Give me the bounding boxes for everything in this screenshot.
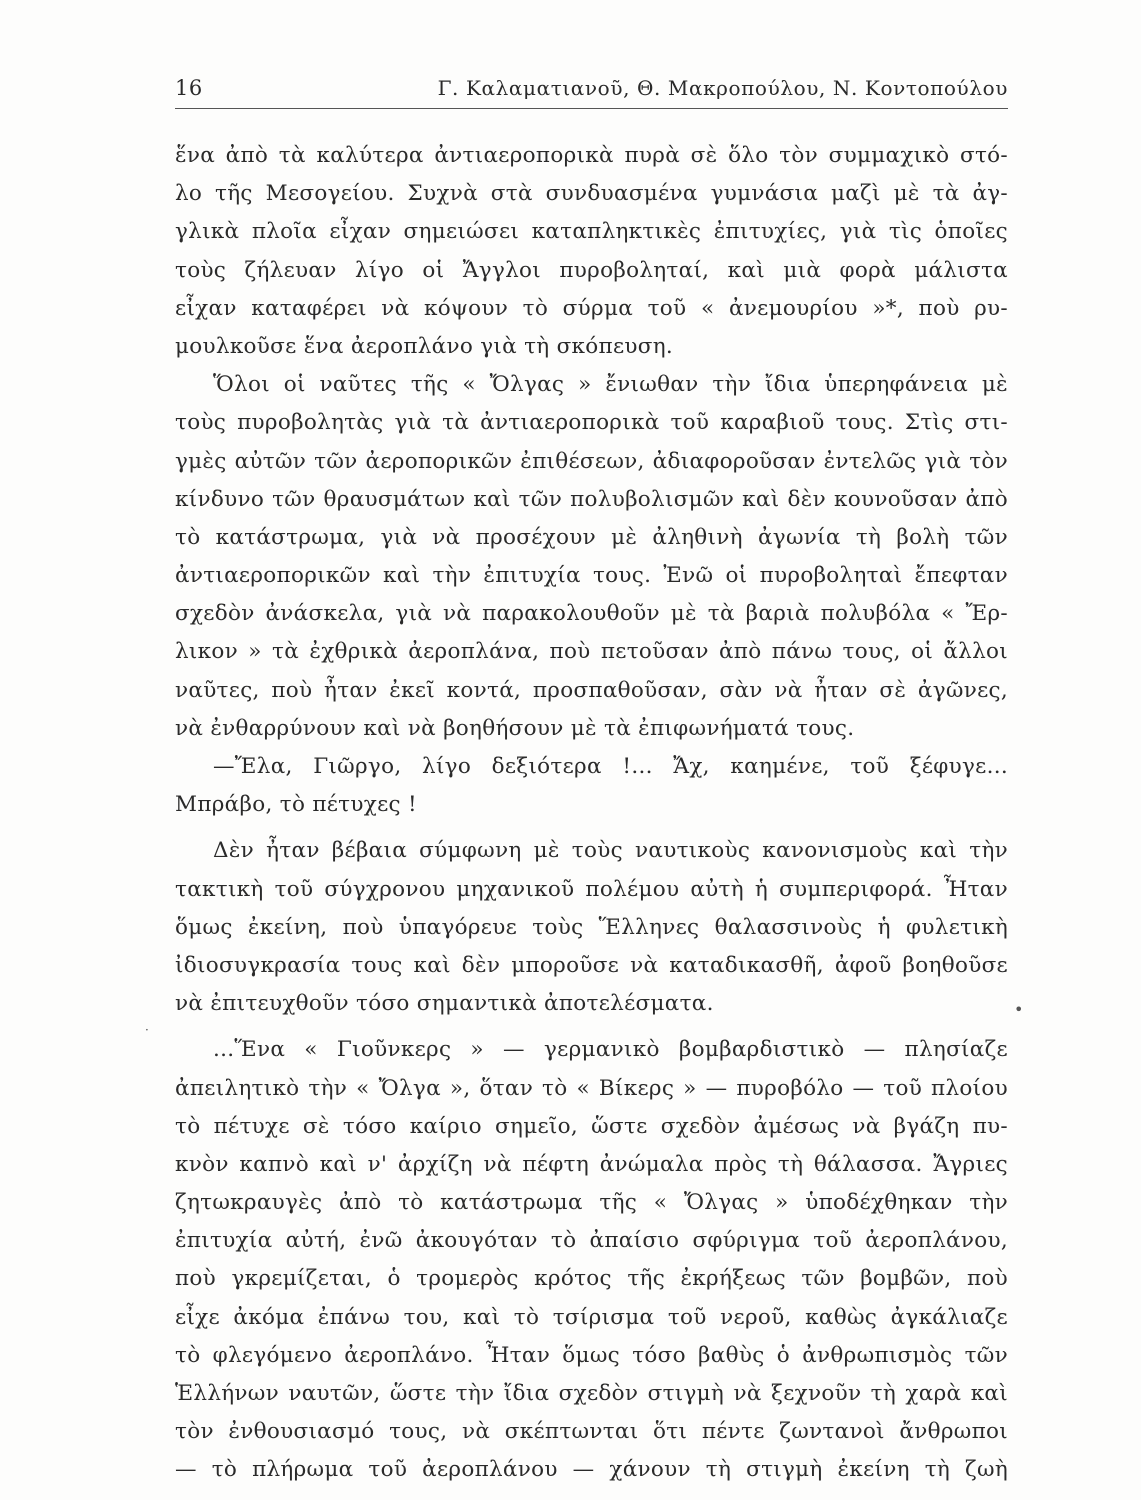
text-line: γλικὰ πλοῖα εἶχαν σημειώσει καταπληκτικὲς ἐπιτυχίες, γιὰ τὶς ὁποῖες	[175, 219, 1008, 245]
text-line: Δὲν ἦταν βέβαια σύμφωνη μὲ τοὺς ναυτικοὺς κανονισμοὺς καὶ τὴν	[213, 838, 1008, 864]
text-line: ὅμως ἐκείνη, ποὺ ὑπαγόρευε τοὺς Ἕλληνες θαλασσινοὺς ἡ φυλετικὴ	[175, 914, 1008, 940]
text-line: τὸν ἐνθουσιασμό τους, νὰ σκέπτωνται ὅτι πέντε ζωντανοὶ ἄνθρωποι	[175, 1419, 1008, 1445]
text-line: τοὺς ζήλευαν λίγο οἱ Ἄγγλοι πυροβοληταί, καὶ μιὰ φορὰ μάλιστα	[175, 257, 1008, 283]
text-line: τὸ πέτυχε σὲ τόσο καίριο σημεῖο, ὥστε σχεδὸν ἀμέσως νὰ βγάζη πυ-	[175, 1113, 1008, 1139]
text-line: σχεδὸν ἀνάσκελα, γιὰ νὰ παρακολουθοῦν μὲ τὰ βαριὰ πολυβόλα « Ἔρ-	[175, 601, 1008, 627]
text-line: γμὲς αὐτῶν τῶν ἀεροπορικῶν ἐπιθέσεων, ἀδιαφοροῦσαν ἐντελῶς γιὰ τὸν	[175, 448, 1008, 474]
running-head: Γ. Καλαματιανοῦ, Θ. Μακροπούλου, Ν. Κοντοπούλου	[437, 76, 1008, 100]
text-line: — τὸ πλήρωμα τοῦ ἀεροπλάνου — χάνουν τὴ στιγμὴ ἐκείνη τὴ ζωὴ	[175, 1457, 1008, 1483]
scan-speck: •	[1014, 1000, 1024, 1019]
text-line: εἶχαν καταφέρει νὰ κόψουν τὸ σύρμα τοῦ « ἀνεμουρίου »*, ποὺ ρυ-	[175, 295, 1008, 321]
page-number: 16	[175, 76, 203, 100]
text-line: Ἑλλήνων ναυτῶν, ὥστε τὴν ἴδια σχεδὸν στιγμὴ νὰ ξεχνοῦν τὴ χαρὰ καὶ	[175, 1381, 1008, 1406]
text-line: νὰ ἐνθαρρύνουν καὶ νὰ βοηθήσουν μὲ τὰ ἐπιφωνήματά τους.	[175, 715, 855, 741]
text-line: ἰδιοσυγκρασία τους καὶ δὲν μποροῦσε νὰ καταδικασθῆ, ἀφοῦ βοηθοῦσε	[175, 952, 1008, 978]
text-line: Μπράβο, τὸ πέτυχες !	[175, 792, 417, 818]
text-line: μουλκοῦσε ἕνα ἀεροπλάνο γιὰ τὴ σκόπευση.	[175, 333, 674, 359]
text-line: τὸ κατάστρωμα, γιὰ νὰ προσέχουν μὲ ἀληθινὴ ἀγωνία τὴ βολὴ τῶν	[175, 524, 1008, 550]
text-line: ζητωκραυγὲς ἀπὸ τὸ κατάστρωμα τῆς « Ὄλγας » ὑποδέχθηκαν τὴν	[175, 1190, 1008, 1216]
paragraph-gap	[175, 824, 1008, 832]
text-line: —Ἔλα, Γιῶργο, λίγο δεξιότερα !... Ἄχ, καημένε, τοῦ ξέφυγε...	[213, 754, 1008, 779]
page-header	[175, 72, 1008, 109]
text-line: ἀπειλητικὸ τὴν « Ὄλγα », ὅταν τὸ « Βίκερς » — πυροβόλο — τοῦ πλοίου	[175, 1075, 1008, 1101]
text-line: εἶχε ἀκόμα ἐπάνω του, καὶ τὸ τσίρισμα τοῦ νεροῦ, καθὼς ἀγκάλιαζε	[175, 1304, 1008, 1330]
text-line: κίνδυνο τῶν θραυσμάτων καὶ τῶν πολυβολισμῶν καὶ δὲν κουνοῦσαν ἀπὸ	[175, 486, 1008, 512]
text-line: ναῦτες, ποὺ ἦταν ἐκεῖ κοντά, προσπαθοῦσαν, σὰν νὰ ἦταν σὲ ἀγῶνες,	[175, 677, 1008, 703]
scan-speck: ·	[145, 1023, 149, 1037]
text-line: τακτικὴ τοῦ σύγχρονου μηχανικοῦ πολέμου αὐτὴ ἡ συμπεριφορά. Ἦταν	[175, 876, 1008, 902]
text-line: λικον » τὰ ἐχθρικὰ ἀεροπλάνα, ποὺ πετοῦσαν ἀπὸ πάνω τους, οἱ ἄλλοι	[175, 639, 1008, 665]
paragraph-gap	[175, 1023, 1008, 1031]
text-line: λο τῆς Μεσογείου. Συχνὰ στὰ συνδυασμένα γυμνάσια μαζὶ μὲ τὰ ἀγ-	[175, 181, 1008, 207]
text-line: κνὸν καπνὸ καὶ ν' ἀρχίζη νὰ πέφτη ἀνώμαλα πρὸς τὴ θάλασσα. Ἄγριες	[175, 1151, 1008, 1177]
text-line: ποὺ γκρεμίζεται, ὁ τρομερὸς κρότος τῆς ἐκρήξεως τῶν βομβῶν, ποὺ	[175, 1266, 1008, 1292]
text-line: ἕνα ἀπὸ τὰ καλύτερα ἀντιαεροπορικὰ πυρὰ σὲ ὅλο τὸν συμμαχικὸ στό-	[175, 143, 1008, 168]
text-line: ἐπιτυχία αὐτή, ἐνῶ ἀκουγόταν τὸ ἀπαίσιο σφύριγμα τοῦ ἀεροπλάνου,	[175, 1228, 1008, 1254]
text-line: ...Ἕνα « Γιοῦνκερς » — γερμανικὸ βομβαρδιστικὸ — πλησίαζε	[213, 1037, 1008, 1063]
body-text	[175, 137, 1008, 1490]
text-line: νὰ ἐπιτευχθοῦν τόσο σημαντικὰ ἀποτελέσματα.	[175, 991, 714, 1017]
text-line: Ὅλοι οἱ ναῦτες τῆς « Ὄλγας » ἔνιωθαν τὴν ἴδια ὑπερηφάνεια μὲ	[213, 372, 1008, 398]
text-line: τὸ φλεγόμενο ἀεροπλάνο. Ἦταν ὅμως τόσο βαθὺς ὁ ἀνθρωπισμὸς τῶν	[175, 1342, 1008, 1368]
text-line: τοὺς πυροβολητὰς γιὰ τὰ ἀντιαεροπορικὰ τοῦ καραβιοῦ τους. Στὶς στι-	[175, 410, 1008, 436]
text-line: ἀντιαεροπορικῶν καὶ τὴν ἐπιτυχία τους. Ἐνῶ οἱ πυροβοληταὶ ἔπεφταν	[175, 563, 1008, 589]
